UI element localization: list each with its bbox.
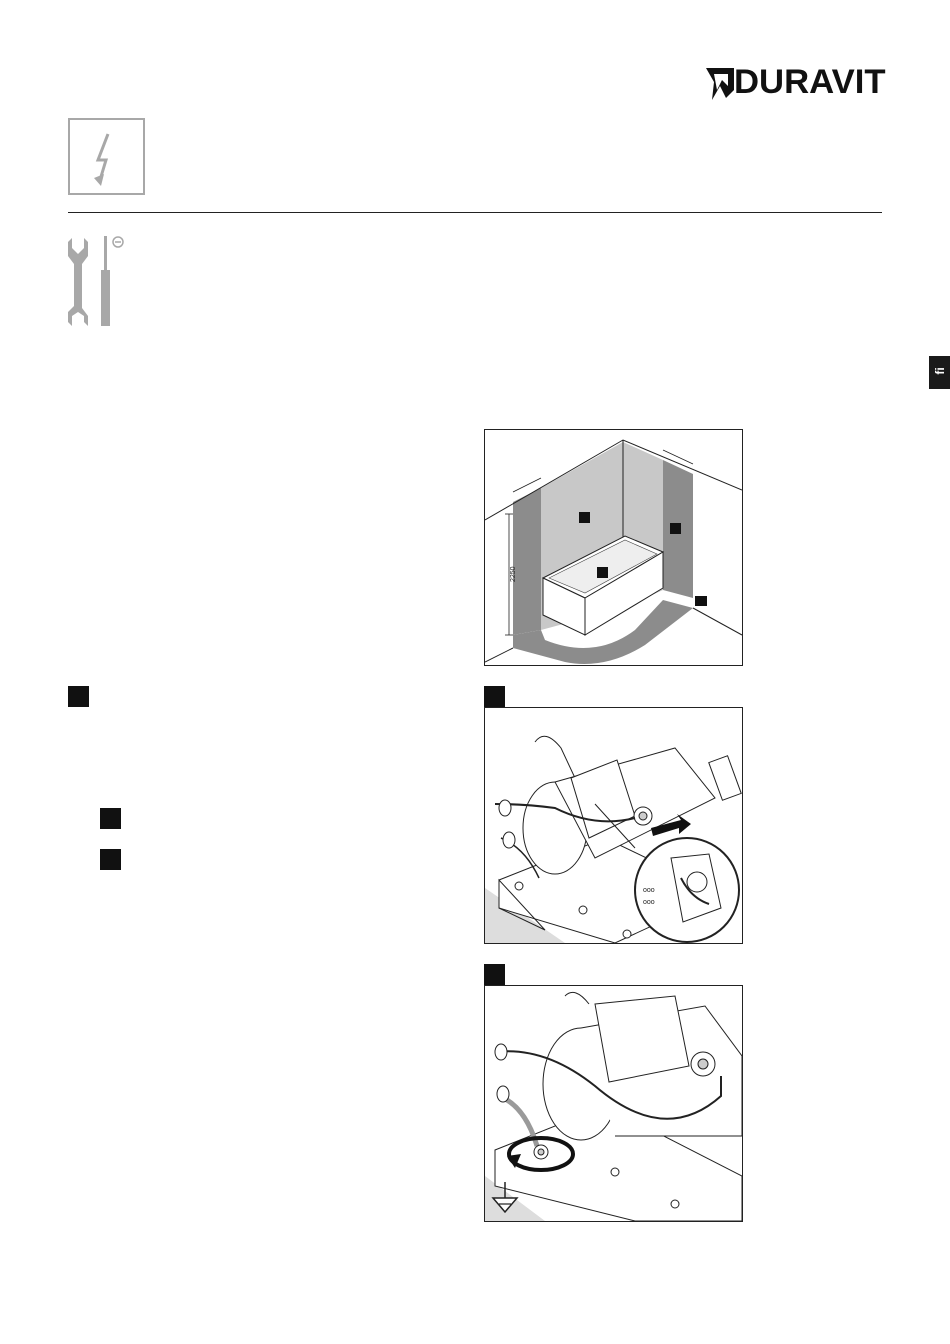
language-tab-label: fi [933, 367, 947, 375]
high-voltage-icon [70, 120, 143, 193]
brand-name: DURAVIT [734, 63, 886, 101]
height-dimension-label: 2250 [510, 566, 517, 582]
duravit-logo [704, 60, 890, 104]
step-marker-b [100, 808, 121, 829]
figure-3-tag [484, 964, 505, 985]
figure-bathroom-zones [484, 429, 743, 666]
header-divider [68, 212, 882, 213]
language-tab[interactable] [929, 356, 950, 389]
figure-junction-box [484, 707, 743, 944]
duravit-logo-mark [704, 60, 736, 104]
wrench-screwdriver-icon [66, 234, 128, 328]
figure-earthing [484, 985, 743, 1222]
svg-text:ooo: ooo [643, 887, 655, 894]
step-marker-a [68, 686, 89, 707]
figure-2-tag [484, 686, 505, 707]
step-marker-c [100, 849, 121, 870]
high-voltage-icon-frame [68, 118, 145, 195]
svg-text:ooo: ooo [643, 899, 655, 906]
